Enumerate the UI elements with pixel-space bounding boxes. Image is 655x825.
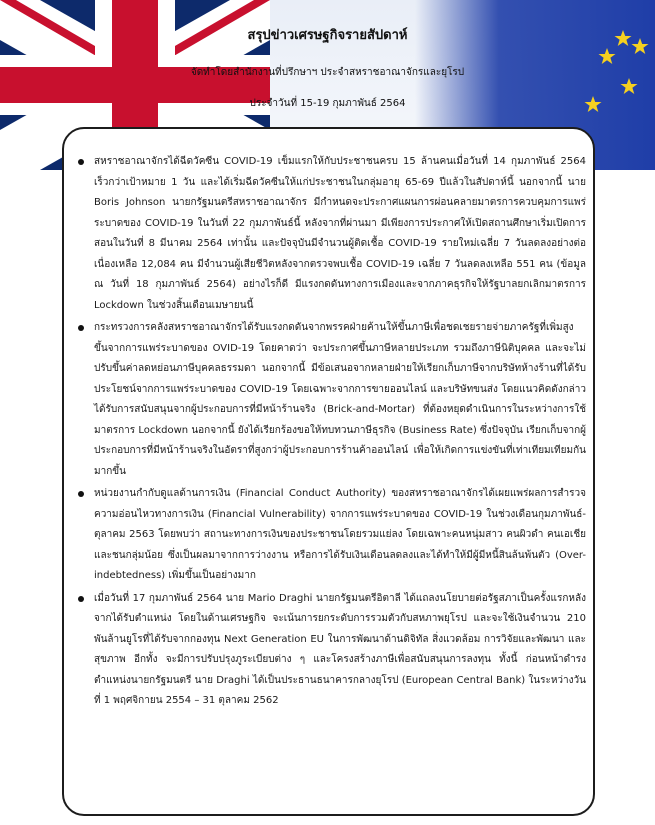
news-item: [78, 484, 586, 587]
news-item-text: เมื่อวันที่ 17 กุมภาพันธ์ 2564 นาย Mario Draghi นายกรัฐมนตรีอิตาลี ได้แถลงนโยบายต่อรัฐสภาเป็นครั้งแรกหลังจากได้รับตำแหน่ง โดยในด้านเศรษฐกิจ จะเน้นการยกระดับการรวมตัวกับสหภาพยุโรป และจะใช้เงินจำนวน 210 พันล้านยูโรที่ได้รับจากกองทุน Next Generation EU ในการพัฒนาด้านดิจิทัล สิ่งแวดล้อม การวิจัยและพัฒนา และสุขภาพ อีกทั้ง จะมีการปรับปรุงภูระเบียบต่าง ๆ และโครงสร้างภาษีเพื่อสนับสนุนการลงทุน ทั้งนี้ ก่อนหน้าดำรงตำแหน่งนายกรัฐมนตรี นาย Draghi ได้เป็นประธานธนาคารกลางยุโรป (European Central Bank) ในระหว่างวันที่ 1 พฤศจิกายน 2554 – 31 ตุลาคม 2562: [94, 592, 586, 706]
bullet-icon: [78, 159, 84, 165]
header-text: [0, 24, 655, 111]
date-line: ประจำวันที่ 15-19 กุมภาพันธ์ 2564: [249, 98, 406, 109]
bullet-icon: [78, 325, 84, 331]
news-item-text: กระทรวงการคลังสหราชอาณาจักรได้รับแรงกดดันจากพรรคฝ่ายค้านให้ขึ้นภาษีเพื่อชดเชยรายจ่ายภาครัฐที่เพิ่มสูงขึ้นจากการแพร่ระบาดของ OVID-19 โดยคาดว่า จะประกาศขึ้นภาษีหลายประเภท รวมถึงภาษีนิติบุคคล และจะไม่ปรับขึ้นค่าลดหย่อนภาษีบุคคลธรรมดา นอกจากนี้ มีข้อเสนอจากหลายฝ่ายให้เรียกเก็บภาษีจากบริษัทห้างร้านที่ได้รับประโยชน์จากการแพร่ระบาดของ COVID-19 โดยเฉพาะจากการขายออนไลน์ และบริษัทขนส่ง โดยแนวคิดดังกล่าวได้รับการสนับสนุนจากผู้ประกอบการที่มีหน้าร้านจริง (Brick-and-Mortar) ที่ต้องหยุดดำเนินการในระหว่างการใช้มาตรการ Lockdown นอกจากนี้ ยังได้เรียกร้องขอให้ทบทวนภาษีธุรกิจ (Business Rate) ซึ่งปัจจุบัน เรียกเก็บจากผู้ประกอบการที่มีหน้าร้านจริงในอัตราที่สูงกว่าผู้ประกอบการร้านค้าออนไลน์ เพื่อให้เกิดการแข่งขันที่เท่าเทียมเทียมกันมากขึ้น: [94, 322, 586, 477]
news-list: [78, 152, 586, 714]
news-item: [78, 152, 586, 316]
news-item-text: หน่วยงานกำกับดูแลด้านการเงิน (Financial Conduct Authority) ของสหราชอาณาจักรได้เผยแพร่ผลการสำรวจความอ่อนไหวทางการเงิน (Financial Vulnerability) จากการแพร่ระบาดของ COVID-19 ในช่วงเดือนกุมภาพันธ์-ตุลาคม 2563 โดยพบว่า สถานะทางการเงินของประชาชนโดยรวมแย่ลง โดยเฉพาะคนหนุ่มสาว คนผิวดำ คนเอเชีย และชนกลุ่มน้อย ซึ่งเป็นผลมาจากการว่างงาน หรือการได้รับเงินเดือนลดลงและได้ทำให้มีผู้มีหนี้สินล้นพ้นตัว (Over-indebtedness) เพิ่มขึ้นเป็นอย่างมาก: [94, 488, 586, 581]
news-item: [78, 318, 586, 482]
page-title: สรุปข่าวเศรษฐกิจรายสัปดาห์: [247, 28, 408, 43]
bullet-icon: [78, 491, 84, 497]
page-subtitle: จัดทำโดยสำนักงานที่ปรึกษาฯ ประจำสหราชอาณาจักรและยุโรป: [190, 67, 465, 78]
news-item: [78, 589, 586, 712]
news-item-text: สหราชอาณาจักรได้ฉีดวัคซีน COVID-19 เข็มแรกให้กับประชาชนครบ 15 ล้านคนเมื่อวันที่ 14 กุมภาพันธ์ 2564 เร็วกว่าเป้าหมาย 1 วัน และได้เริ่มฉีดวัคซีนให้แก่ประชาชนในกลุ่มอายุ 65-69 ปีแล้วในสัปดาห์นี้ นอกจากนี้ นาย Boris Johnson นายกรัฐมนตรีสหราชอาณาจักร มีกำหนดจะประกาศแผนการผ่อนคลายมาตรการควบคุมการแพร่ระบาดของ COVID-19 ในวันที่ 22 กุมภาพันธ์นี้ หลังจากที่ผ่านมา มีเพียงการประกาศให้เปิดสถานศึกษาเริ่มเปิดการสอนในวันที่ 8 มีนาคม 2564 เท่านั้น และปัจจุบันมีจำนวนผู้ติดเชื้อ COVID-19 รายใหม่เฉลี่ย 7 วันลดลงอย่างต่อเนื่องเหลือ 12,084 คน มีจำนวนผู้เสียชีวิตหลังจากตรวจพบเชื้อ COVID-19 เฉลี่ย 7 วันลดลงเหลือ 551 คน (ข้อมูล ณ วันที่ 18 กุมภาพันธ์ 2564) อย่างไรก็ดี มีแรงกดดันทางการเมืองและจากภาคธุรกิจให้รัฐบาลยกเลิกมาตรการ Lockdown ในช่วงสิ้นเดือนเมษายนนี้: [94, 156, 586, 311]
bullet-icon: [78, 596, 84, 602]
